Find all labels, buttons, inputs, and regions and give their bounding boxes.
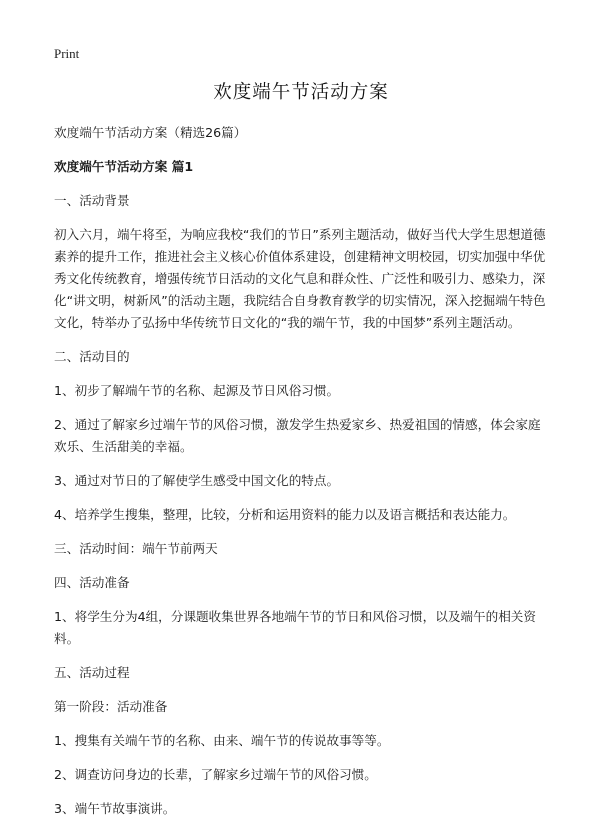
paragraph-background: 初入六月，端午将至，为响应我校“我们的节日”系列主题活动，做好当代大学生思想道德素养的提升工作，推进社会主义核心价值体系建设，创建精神文明校园，切实加强中华优秀文化传统教育，增强传统节日活动的文化气息和群众性、广泛性和吸引力、感染力，深化“讲文明，树新风”的活动主题，我院结合自身教育教学的切实情况，深入挖掘端午特色文化，特举办了弘扬中华传统节日文化的“我的端午节，我的中国梦”系列主题活动。 [54,227,546,330]
stage-one-item-2: 2、调查访问身边的长辈，了解家乡过端午节的风俗习惯。 [54,767,377,782]
document-body [54,78,548,832]
purpose-item-3: 3、通过对节日的了解使学生感受中国文化的特点。 [54,473,340,488]
heading-activity-purpose: 二、活动目的 [54,349,130,364]
purpose-item-4: 4、培养学生搜集，整理，比较，分析和运用资料的能力以及语言概括和表达能力。 [54,507,516,522]
heading-activity-process: 五、活动过程 [54,665,130,680]
section-heading-part1: 欢度端午节活动方案 篇1 [54,159,194,174]
print-link[interactable]: Print [54,46,80,61]
stage-one-item-3: 3、端午节故事演讲。 [54,801,176,816]
heading-activity-background: 一、活动背景 [54,193,130,208]
preparation-item-1: 1、将学生分为4组，分课题收集世界各地端午节的节日和风俗习惯，以及端午的相关资料。 [54,609,536,646]
purpose-item-2: 2、通过了解家乡过端午节的风俗习惯，激发学生热爱家乡、热爱祖国的情感，体会家庭欢乐、生活甜美的幸福。 [54,417,541,454]
document-title: 欢度端午节活动方案 [213,82,389,103]
document-subtitle: 欢度端午节活动方案（精选26篇） [54,125,247,140]
stage-one-item-1: 1、搜集有关端午节的名称、由来、端午节的传说故事等等。 [54,733,390,748]
stage-one-heading: 第一阶段：活动准备 [54,699,168,714]
heading-activity-preparation: 四、活动准备 [54,575,130,590]
heading-activity-time: 三、活动时间：端午节前两天 [54,541,218,556]
purpose-item-1: 1、初步了解端午节的名称、起源及节日风俗习惯。 [54,383,340,398]
